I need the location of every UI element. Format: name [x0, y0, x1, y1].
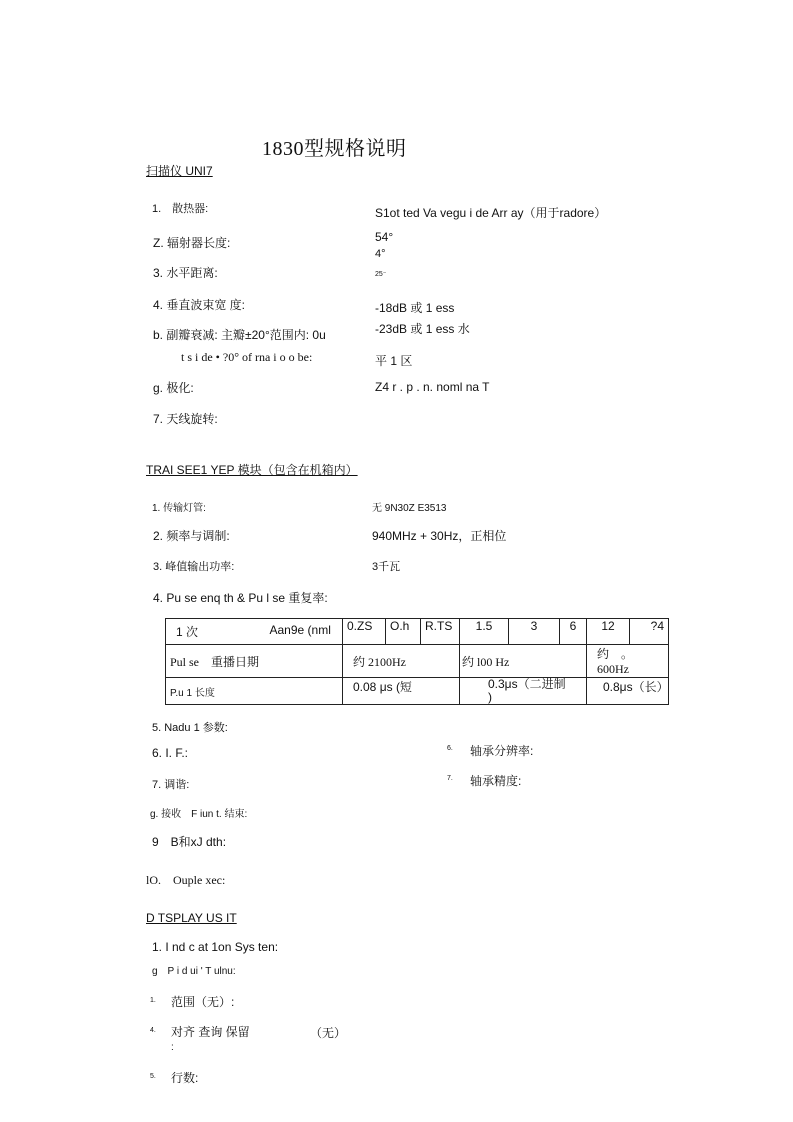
item-label: 5. Nadu 1 参数:	[152, 722, 228, 734]
item-label: 6. I. F.:	[152, 746, 189, 760]
item-label: 3. 峰值输出功率:	[153, 561, 235, 573]
item-label: g P i d ui ' T ulnu:	[152, 966, 236, 977]
item-value: 无 9N30Z E3513	[372, 503, 447, 514]
table-cell: 0.3μs（二进制 )	[460, 678, 587, 705]
table-cell: ?4	[630, 619, 669, 645]
item-label: 轴承精度:	[470, 774, 522, 788]
item-number: 7.	[447, 775, 453, 782]
section-heading-scanner: 扫描仪 UNI7	[146, 164, 213, 178]
item-label: lO. Ouple xec:	[146, 873, 226, 887]
section-heading-transceiver: TRAI SEE1 YEP 模块（包含在机箱内）	[146, 463, 358, 477]
table-cell: P.u 1 长度	[166, 678, 343, 705]
item-value: S1ot ted Va vegu i de Arr ay（用于radore）	[375, 206, 607, 220]
table-row	[166, 678, 669, 705]
item-label: 7. 天线旋转:	[153, 412, 218, 426]
table-cell: Pul se 重播日期	[166, 645, 343, 678]
item-label: 行数:	[171, 1071, 199, 1085]
table-cell: 1.5	[460, 619, 509, 645]
item-label: 1. 散热器:	[152, 203, 209, 215]
section-heading-display-unit: D TSPLAY US IT	[146, 911, 237, 925]
item-colon: :	[171, 1042, 174, 1053]
table-cell: 12	[587, 619, 630, 645]
item-number: 5.	[150, 1073, 156, 1080]
table-cell: 0.8μs（长）	[587, 678, 669, 705]
item-label: Z. 辐射器长度:	[153, 236, 231, 250]
table-cell: O.h	[386, 619, 421, 645]
item-value: 4°	[375, 248, 386, 260]
table-cell: 1 次 Aan9e (nml	[166, 619, 343, 645]
item-label: 3. 水平距离:	[153, 266, 218, 280]
item-label: 范围（无）:	[171, 995, 235, 1009]
page-title: 1830型规格说明	[262, 138, 407, 160]
item-label: 2. 频率与调制:	[153, 529, 230, 543]
item-value: Z4 r . p . n. noml na T	[375, 380, 490, 394]
item-number: 1.	[150, 997, 156, 1004]
item-value: 3千瓦	[372, 561, 401, 573]
item-value: 940MHz + 30Hz，正相位	[372, 529, 507, 543]
item-label: 1. 传输灯管:	[152, 503, 206, 514]
item-number: 6.	[447, 745, 453, 752]
table-cell: 约 2100Hz	[343, 645, 460, 678]
item-label: 9 B和xJ dth:	[152, 835, 227, 849]
item-label: b. 副瓣衰减: 主瓣±20°范围内: 0u	[153, 328, 326, 342]
table-cell: 3	[509, 619, 560, 645]
item-label: 4. Pu se enq th & Pu l se 重复率:	[153, 591, 328, 605]
table-cell: 0.08 μs (短	[343, 678, 460, 705]
item-label: g. 接收 F iun t. 结束:	[150, 809, 248, 820]
table-cell: 6	[560, 619, 587, 645]
table-row	[166, 645, 669, 678]
item-number: 4.	[150, 1027, 156, 1034]
table-cell: 0.ZS	[343, 619, 386, 645]
item-value: （无）	[310, 1026, 347, 1040]
item-value: -18dB 或 1 ess	[375, 301, 455, 315]
item-label: 7. 调谐:	[152, 779, 190, 791]
item-label: 对齐 查询 保留	[171, 1025, 250, 1039]
item-value: 平 1 区	[375, 354, 413, 368]
item-value: -23dB 或 1 ess 水	[375, 322, 470, 336]
item-label: 轴承分辨率:	[470, 744, 534, 758]
table-cell: R.TS	[421, 619, 460, 645]
table-cell: 约 l00 Hz	[460, 645, 587, 678]
table-row	[166, 619, 669, 645]
item-value: 54°	[375, 230, 394, 244]
item-label: t s i de • ?0° of rna i o o be:	[181, 350, 313, 364]
table-cell: 约 。 600Hz	[587, 645, 669, 678]
item-label: 4. 垂直波束宽 度:	[153, 298, 246, 312]
pulse-spec-table	[165, 618, 669, 705]
item-value: 25⁻	[375, 271, 387, 278]
item-label: 1. I nd c at 1on Sys ten:	[152, 940, 279, 954]
item-label: g. 极化:	[153, 381, 194, 395]
